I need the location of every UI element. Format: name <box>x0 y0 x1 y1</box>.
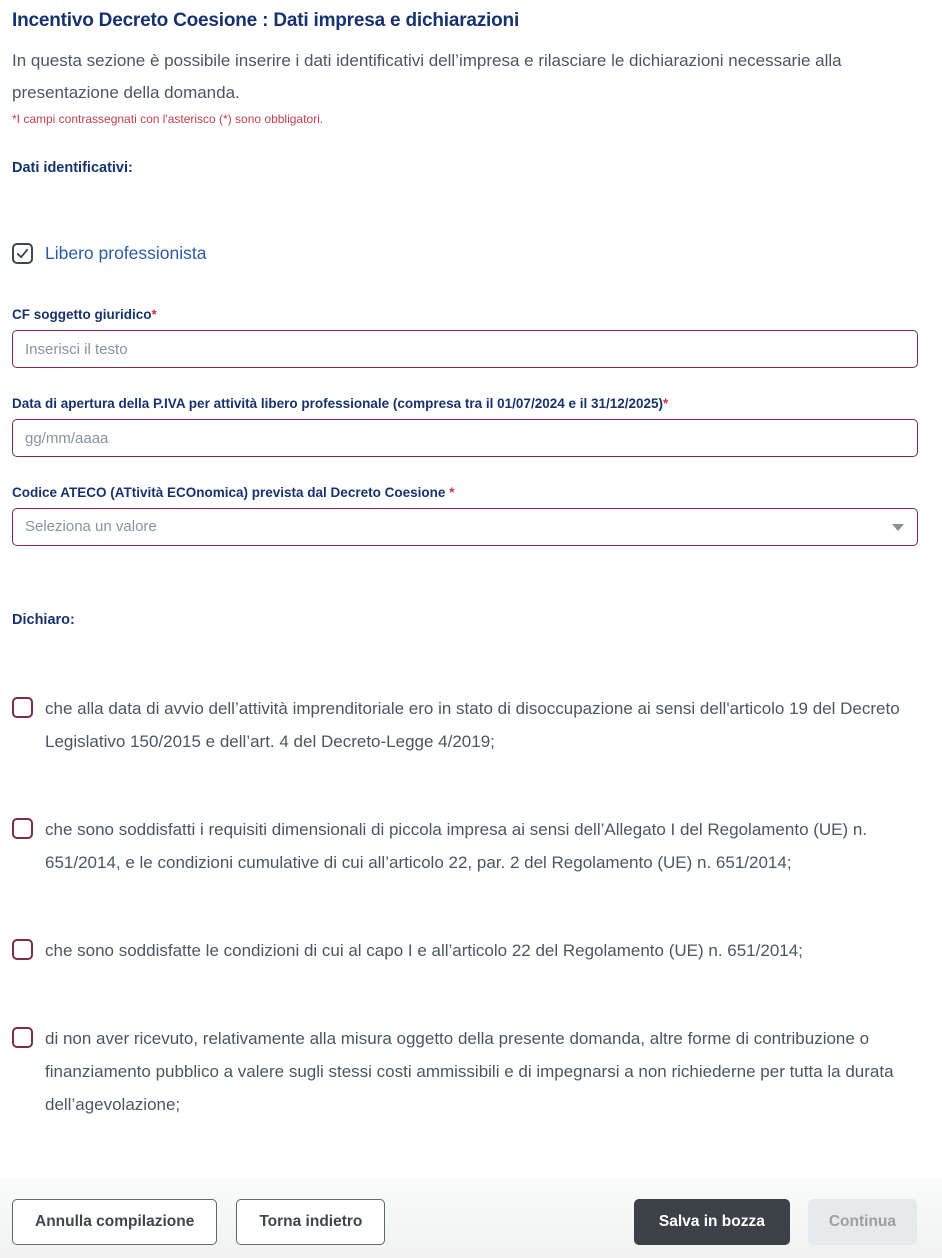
libero-professionista-label[interactable]: Libero professionista <box>45 243 207 263</box>
required-fields-note: *I campi contrassegnati con l'asterisco (*) sono obbligatori. <box>12 112 324 126</box>
ateco-field-group <box>12 485 918 546</box>
declaration-checkbox-1[interactable] <box>12 697 33 718</box>
declarations-list <box>12 692 918 1209</box>
declaration-row <box>12 1022 918 1121</box>
cf-field-group <box>12 307 918 368</box>
annulla-compilazione-button[interactable]: Annulla compilazione <box>12 1199 217 1245</box>
required-asterisk: * <box>445 485 455 500</box>
libero-professionista-row <box>12 243 918 264</box>
section-heading-dati-identificativi: Dati identificativi: <box>12 160 133 176</box>
declaration-text: che sono soddisfatti i requisiti dimensionali di piccola impresa ai sensi dell’Allegato I del Regolamento (UE) n. 651/2014, e le condizioni cumulative di cui all’articolo 22, par. 2 del Regolamento (UE) n. 651/2014; <box>45 820 868 872</box>
piva-date-field-group <box>12 396 918 457</box>
ateco-select-wrap <box>12 508 918 546</box>
checkmark-icon <box>16 247 29 260</box>
declaration-text: che alla data di avvio dell’attività imprenditoriale ero in stato di disoccupazione ai sensi dell'articolo 19 del Decreto Legislativo 150/2015 e dell’art. 4 del Decreto-Legge 4/2019; <box>45 699 900 751</box>
declaration-checkbox-3[interactable] <box>12 939 33 960</box>
torna-indietro-button[interactable]: Torna indietro <box>236 1199 385 1245</box>
required-asterisk: * <box>151 307 157 322</box>
libero-professionista-checkbox[interactable] <box>12 243 33 264</box>
declaration-checkbox-2[interactable] <box>12 818 33 839</box>
section-heading-dichiaro: Dichiaro: <box>12 612 75 628</box>
piva-date-input[interactable] <box>12 419 918 457</box>
ateco-select-value: Seleziona un valore <box>25 518 157 535</box>
cf-field-label: CF soggetto giuridico* <box>12 307 157 322</box>
cf-input[interactable] <box>12 330 918 368</box>
page-description: In questa sezione è possibile inserire i dati identificativi dell’impresa e rilasciare le dichiarazioni necessarie alla presentazione della domanda. <box>12 51 842 102</box>
footer-action-bar <box>0 1178 942 1258</box>
required-asterisk: * <box>663 396 669 411</box>
declaration-row <box>12 692 918 758</box>
continua-button[interactable]: Continua <box>808 1199 917 1245</box>
ateco-field-label: Codice ATECO (ATtività ECOnomica) prevista dal Decreto Coesione * <box>12 485 455 500</box>
piva-date-field-label: Data di apertura della P.IVA per attività libero professionale (compresa tra il 01/07/2024 e il 31/12/2025)* <box>12 396 669 411</box>
declaration-row <box>12 813 918 879</box>
declaration-text: di non aver ricevuto, relativamente alla misura oggetto della presente domanda, altre forme di contribuzione o finanziamento pubblico a valere sugli stessi costi ammissibili e di impegnarsi a non richiederne per tutta la durata dell’agevolazione; <box>45 1029 894 1114</box>
declaration-checkbox-4[interactable] <box>12 1027 33 1048</box>
declaration-text: che sono soddisfatte le condizioni di cui al capo I e all’articolo 22 del Regolamento (UE) n. 651/2014; <box>45 941 803 960</box>
page-title: Incentivo Decreto Coesione : Dati impresa e dichiarazioni <box>12 10 520 31</box>
ateco-select[interactable] <box>12 508 918 546</box>
salva-in-bozza-button[interactable]: Salva in bozza <box>634 1199 790 1245</box>
declaration-row <box>12 934 918 967</box>
